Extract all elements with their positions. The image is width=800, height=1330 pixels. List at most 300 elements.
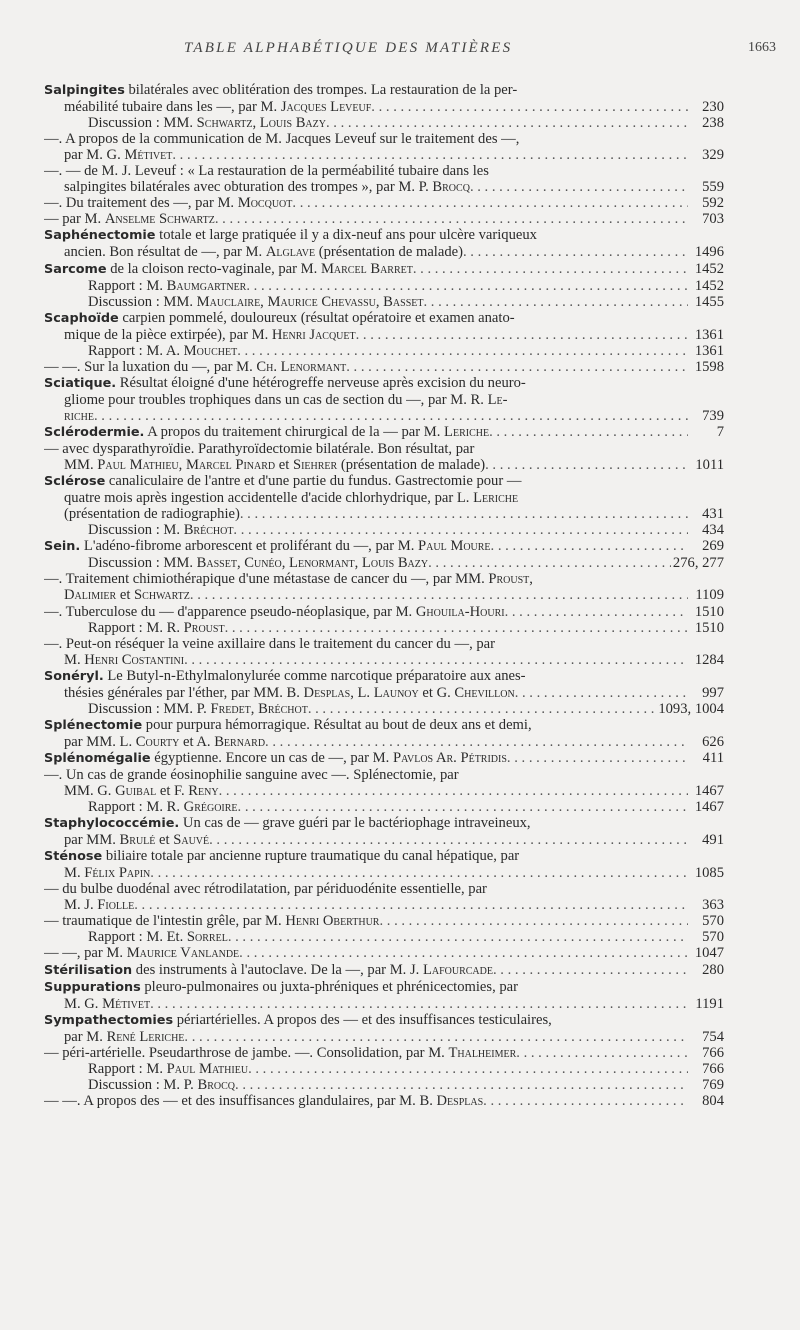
page-reference: 1496: [694, 244, 724, 261]
index-line: [44, 587, 724, 603]
page-reference: 1510: [694, 619, 724, 636]
index-keyword: Sympathectomies: [44, 1012, 174, 1028]
leader-dots: [516, 1045, 688, 1061]
page-reference: 570: [702, 929, 724, 946]
author-name: Desplas: [436, 1092, 484, 1109]
leader-dots: [515, 685, 688, 701]
index-line-text: [64, 783, 219, 799]
author-name: Paul Mathieu: [166, 1060, 249, 1077]
index-line-text: [44, 571, 533, 587]
index-line-text: [64, 1029, 184, 1045]
index-line-text: [44, 750, 507, 767]
index-text: Rapport : M.: [88, 277, 167, 294]
author-name: Leriche: [444, 423, 490, 440]
page-reference: 434: [702, 522, 724, 539]
index-line-text: [44, 962, 493, 979]
index-keyword: Sclérose: [44, 474, 106, 490]
index-text: — par M.: [44, 211, 105, 228]
author-name: Henri Oberthur: [285, 913, 380, 930]
leader-dots: [371, 99, 688, 115]
index-line: [44, 115, 724, 131]
leader-dots: [238, 799, 688, 815]
author-name: Maurice Vanlande: [126, 945, 240, 962]
index-line: [44, 783, 724, 799]
page-reference: 411: [702, 749, 724, 766]
leader-dots: [239, 945, 688, 961]
index-line-text: [44, 424, 489, 441]
author-name: Henri Costantini: [84, 651, 185, 668]
index-line-text: [88, 294, 423, 310]
leader-dots: [150, 865, 688, 881]
index-text: Rapport : M. Et.: [88, 929, 187, 946]
index-line-text: [44, 211, 215, 227]
leader-dots: [219, 783, 688, 799]
leader-dots: [265, 734, 688, 750]
index-text: totale et large pratiquée il y a dix-neuf ans pour ulcère variqueux: [155, 227, 537, 244]
index-line: [44, 327, 724, 343]
index-text: — —. A propos des — et des insuffisances glandulaires, par M. B.: [44, 1092, 437, 1109]
author-name: Guibal: [115, 783, 157, 800]
index-text: (présentation de malade): [315, 244, 463, 261]
index-text: Discussion : MM. P.: [88, 700, 211, 717]
page-reference: 1085: [694, 865, 724, 882]
index-line-text: [64, 652, 184, 668]
leader-dots: [190, 587, 688, 603]
page-reference: 491: [702, 832, 724, 849]
index-line-text: [44, 473, 521, 489]
page-reference: 1598: [694, 358, 724, 375]
index-line-text: [44, 767, 459, 783]
index-line: [44, 865, 724, 881]
index-text: canaliculaire de l'antre et d'une partie du fundus. Gastrectomie pour —: [105, 473, 522, 490]
index-line-text: [64, 506, 240, 522]
author-name: Bréchot: [183, 522, 234, 539]
index-line: [44, 996, 724, 1012]
page-reference: 1467: [694, 783, 724, 800]
index-line: [44, 881, 724, 897]
author-name: Schwartz, Louis Bazy: [196, 115, 326, 132]
author-name: René Leriche: [106, 1028, 185, 1045]
index-line: [44, 99, 724, 115]
index-line: [44, 668, 724, 685]
index-line: [44, 1045, 724, 1061]
index-line-text: [64, 99, 371, 115]
index-line: [44, 538, 724, 555]
author-name: Baumgartner: [166, 277, 247, 294]
leader-dots: [184, 652, 688, 668]
index-text: par MM. L.: [64, 733, 136, 750]
index-text: M.: [64, 865, 85, 882]
index-line: [44, 1077, 724, 1093]
index-line-text: [44, 848, 519, 864]
index-line-text: [44, 913, 379, 929]
index-line: [44, 636, 724, 652]
index-keyword: Sonéryl.: [44, 668, 104, 684]
index-line-text: [44, 1093, 483, 1109]
index-line-text: [44, 375, 526, 391]
index-text: pleuro-pulmonaires ou juxta-phréniques et phrénicectomies, par: [140, 978, 519, 995]
index-line: [44, 929, 724, 945]
index-line-text: [88, 1077, 235, 1093]
author-name: Schwartz: [134, 587, 190, 604]
index-text: —. Du traitement des —, par M.: [44, 195, 238, 212]
page-reference: 766: [702, 1044, 724, 1061]
index-line-text: [64, 179, 470, 195]
index-text: et G.: [418, 684, 455, 701]
author-name: Mauclaire, Maurice Chevassu, Basset: [196, 293, 424, 310]
index-text: —. A propos de la communication de M. Jacques Leveuf sur le traitement des —,: [44, 131, 520, 148]
index-line: [44, 392, 724, 408]
leader-dots: [505, 604, 688, 620]
index-line-text: [44, 538, 491, 555]
index-line: [44, 701, 724, 717]
index-line: [44, 815, 724, 832]
index-keyword: Salpingites: [44, 83, 125, 98]
page-reference: 1011: [695, 457, 724, 474]
index-line: [44, 457, 724, 473]
leader-dots: [225, 620, 688, 636]
leader-dots: [134, 897, 688, 913]
index-line: [44, 555, 724, 571]
index-line-text: [64, 897, 134, 913]
page-reference: 559: [702, 179, 724, 196]
index-text: — péri-artérielle. Pseudarthrose de jambe. —. Consolidation, par M.: [44, 1044, 449, 1061]
leader-dots: [233, 522, 688, 538]
page-reference: 230: [702, 99, 724, 116]
index-line: [44, 767, 724, 783]
index-text: Rapport : M. R.: [88, 619, 184, 636]
index-text: —. Peut-on réséquer la veine axillaire dans le traitement du cancer du —, par: [44, 635, 496, 652]
leader-dots: [246, 278, 688, 294]
index-entries: [44, 82, 724, 1109]
page-reference: 1361: [694, 342, 724, 359]
index-text: salpingites bilatérales avec obturation des trompes », par M. P.: [64, 179, 433, 196]
index-keyword: Saphénectomie: [44, 228, 156, 244]
index-line: [44, 131, 724, 147]
page-reference: 997: [702, 684, 724, 701]
author-name: Sauvé: [173, 832, 210, 849]
index-line: [44, 244, 724, 260]
leader-dots: [489, 424, 688, 440]
index-text: , L.: [350, 684, 374, 701]
index-line: [44, 147, 724, 163]
index-line-text: [64, 490, 518, 506]
leader-dots: [428, 555, 671, 571]
index-line-text: [64, 327, 356, 343]
index-text: Le Butyl-n-Ethylmalonylurée comme narcotique préparatoire aux anes-: [103, 667, 526, 684]
index-line-text: [64, 457, 485, 473]
author-name: Courty: [135, 733, 180, 750]
index-line-text: [44, 441, 474, 457]
leader-dots: [483, 1093, 688, 1109]
author-name: Dalimier: [64, 587, 117, 604]
leader-dots: [326, 115, 688, 131]
index-line-text: [44, 945, 239, 961]
page-reference: 276, 277: [672, 555, 724, 572]
index-line-text: [88, 1061, 248, 1077]
leader-dots: [423, 294, 688, 310]
index-text: et: [155, 832, 174, 849]
author-name: Mouchet: [183, 342, 238, 359]
index-line: [44, 195, 724, 211]
index-line: [44, 620, 724, 636]
index-text: (présentation de radiographie): [64, 506, 240, 523]
index-line-text: [44, 82, 517, 98]
index-line-text: [88, 701, 308, 717]
author-name: Félix Papin: [84, 865, 151, 882]
index-line: [44, 211, 724, 227]
author-name: Sorrel: [186, 929, 228, 946]
leader-dots: [346, 359, 688, 375]
page-reference: 739: [702, 407, 724, 424]
page-reference: 1452: [694, 277, 724, 294]
index-line: [44, 604, 724, 620]
index-text: —. Un cas de grande éosinophilie sanguine avec —. Splénectomie, par: [44, 766, 459, 783]
index-line-text: [88, 929, 228, 945]
leader-dots: [493, 962, 688, 978]
index-text: —. Tuberculose du — d'apparence pseudo-néoplasique, par M.: [44, 603, 416, 620]
author-name: Pavlos Ar. Pétridis: [392, 749, 507, 766]
index-line: [44, 343, 724, 359]
index-text: Discussion : MM.: [88, 115, 197, 132]
index-line-text: [44, 227, 537, 243]
leader-dots: [507, 750, 688, 766]
index-line: [44, 1093, 724, 1109]
index-line: [44, 652, 724, 668]
author-name: Mocquot: [237, 195, 293, 212]
leader-dots: [491, 538, 688, 554]
index-line: [44, 506, 724, 522]
index-keyword: Sclérodermie.: [44, 424, 145, 440]
page-reference: 1510: [694, 603, 724, 620]
author-name: Paul Mathieu, Marcel Pinard: [97, 457, 276, 474]
index-text: Discussion : M. P.: [88, 1076, 198, 1093]
index-line-text: [44, 261, 413, 278]
index-line: [44, 261, 724, 278]
running-title: TABLE ALPHABÉTIQUE DES MATIÈRES: [184, 40, 513, 56]
index-line-text: [64, 996, 150, 1012]
index-line-text: [44, 979, 518, 995]
index-line: [44, 962, 724, 979]
index-text: égyptienne. Encore un cas de —, par M.: [150, 749, 393, 766]
index-line-text: [44, 881, 487, 897]
running-header: [44, 36, 776, 62]
index-line-text: [88, 278, 246, 294]
page-reference: 766: [702, 1060, 724, 1077]
index-text: — —, par M.: [44, 945, 127, 962]
index-line: [44, 945, 724, 961]
index-line: [44, 750, 724, 767]
index-line: [44, 897, 724, 913]
author-name: Brocq: [432, 179, 470, 196]
leader-dots: [470, 179, 688, 195]
index-text: A propos du traitement chirurgical de la — par M.: [144, 423, 445, 440]
index-line-text: [44, 195, 292, 211]
index-line-text: [88, 522, 233, 538]
leader-dots: [94, 408, 688, 424]
author-name: Ch. Lenormant: [256, 358, 347, 375]
index-line-text: [64, 685, 515, 701]
author-name: Proust,: [488, 571, 533, 588]
index-line: [44, 848, 724, 865]
leader-dots: [292, 195, 688, 211]
index-line-text: [44, 310, 515, 326]
page-reference: 363: [702, 897, 724, 914]
index-text: L'adéno-fibrome arborescent et proliférant du —, par M.: [80, 538, 419, 555]
index-line-text: [64, 392, 507, 408]
index-line: [44, 294, 724, 310]
index-text: —. Traitement chimiothérapique d'une métastase de cancer du —, par MM.: [44, 571, 489, 588]
page-reference: 1455: [694, 293, 724, 310]
index-keyword: Sciatique.: [44, 375, 117, 391]
index-line: [44, 441, 724, 457]
index-line-text: [88, 115, 326, 131]
index-line-text: [44, 163, 489, 179]
author-name: Brocq: [197, 1076, 236, 1093]
index-text: périartérielles. A propos des — et des insuffisances testiculaires,: [173, 1011, 552, 1028]
index-text: Discussion : MM.: [88, 555, 197, 572]
index-line: [44, 179, 724, 195]
page-reference: 269: [702, 538, 724, 555]
index-line-text: [64, 147, 172, 163]
index-line-text: [64, 408, 94, 424]
page-reference: 703: [702, 211, 724, 228]
index-text: Un cas de — grave guéri par le bactériophage intraveineux,: [179, 815, 531, 832]
author-name: Thalheimer: [448, 1044, 517, 1061]
leader-dots: [356, 327, 688, 343]
index-text: thésies générales par l'éther, par MM. B.: [64, 684, 304, 701]
author-name: Basset, Cunéo, Lenormant, Louis Bazy: [196, 555, 429, 572]
page-reference: 280: [702, 961, 724, 978]
author-name: riche: [64, 407, 94, 424]
index-text: par MM.: [64, 832, 120, 849]
leader-dots: [150, 996, 688, 1012]
index-line: [44, 913, 724, 929]
leader-dots: [248, 1061, 688, 1077]
page-reference: 754: [702, 1028, 724, 1045]
index-line: [44, 832, 724, 848]
index-line-text: [88, 555, 428, 571]
page-reference: 1109: [695, 587, 724, 604]
index-line: [44, 375, 724, 392]
leader-dots: [215, 211, 688, 227]
author-name: Brulé: [119, 832, 156, 849]
index-line-text: [64, 244, 463, 260]
index-line-text: [44, 1045, 516, 1061]
author-name: Proust: [183, 619, 225, 636]
leader-dots: [463, 244, 688, 260]
index-text: — —. Sur la luxation du —, par M.: [44, 358, 257, 375]
page-reference: 1047: [694, 945, 724, 962]
author-name: Grégoire: [183, 799, 238, 816]
index-line-text: [44, 717, 532, 733]
index-line-text: [64, 587, 190, 603]
author-name: Leriche: [473, 490, 519, 507]
index-line: [44, 1029, 724, 1045]
author-name: Fredet, Bréchot: [210, 700, 308, 717]
page-reference: 1452: [694, 260, 724, 277]
page-reference: 769: [702, 1076, 724, 1093]
index-line-text: [44, 636, 495, 652]
index-line-text: [44, 604, 505, 620]
page-reference: 626: [702, 733, 724, 750]
page-reference: 1361: [694, 326, 724, 343]
index-line-text: [44, 131, 519, 147]
author-name: Desplas: [303, 684, 351, 701]
index-line: [44, 522, 724, 538]
index-line-text: [64, 865, 150, 881]
index-text: MM.: [64, 457, 98, 474]
index-text: M. J.: [64, 897, 98, 914]
author-name: Anselme Schwartz: [104, 211, 215, 228]
index-line-text: [88, 620, 225, 636]
page-reference: 329: [702, 147, 724, 164]
index-text: carpien pommelé, douloureux (résultat opératoire et examen anato-: [118, 309, 515, 326]
leader-dots: [308, 701, 657, 717]
index-text: Rapport : M. A.: [88, 342, 184, 359]
index-line-text: [44, 668, 526, 684]
leader-dots: [209, 832, 688, 848]
index-text: gliome pour troubles trophiques dans un cas de section du —, par M. R.: [64, 391, 488, 408]
author-name: Alglave: [265, 244, 316, 261]
index-text: pour purpura hémorragique. Résultat au bout de deux ans et demi,: [142, 716, 532, 733]
index-text: et F.: [156, 783, 189, 800]
index-line-text: [64, 832, 209, 848]
index-keyword: Scaphoïde: [44, 310, 119, 326]
index-line: [44, 227, 724, 244]
leader-dots: [237, 343, 688, 359]
index-line: [44, 490, 724, 506]
index-keyword: Splénomégalie: [44, 750, 151, 766]
author-name: Chevillon: [454, 684, 515, 701]
index-text: mique de la pièce extirpée), par M.: [64, 326, 272, 343]
author-name: Métivet: [102, 995, 151, 1012]
page-reference: 570: [702, 913, 724, 930]
index-line: [44, 1061, 724, 1077]
page-reference: 431: [702, 506, 724, 523]
leader-dots: [379, 913, 688, 929]
index-text: M.: [64, 651, 85, 668]
index-line-text: [88, 343, 237, 359]
author-name: Launoy: [373, 684, 419, 701]
author-name: Paul Moure: [418, 538, 491, 555]
index-line: [44, 799, 724, 815]
index-text: MM. G.: [64, 783, 116, 800]
author-name: Jacques Leveuf: [280, 99, 372, 116]
index-text: — avec dysparathyroïdie. Parathyroïdectomie bilatérale. Bon résultat, par: [44, 441, 475, 458]
index-line: [44, 408, 724, 424]
index-line-text: [64, 734, 265, 750]
index-line: [44, 685, 724, 701]
index-keyword: Suppurations: [44, 979, 141, 995]
page-reference: 1191: [695, 995, 724, 1012]
index-text: par M. G.: [64, 147, 125, 164]
index-line-text: [88, 799, 238, 815]
index-text: des instruments à l'autoclave. De la —, par M. J.: [132, 961, 423, 978]
page-reference: 592: [702, 195, 724, 212]
index-text: biliaire totale par ancienne rupture traumatique du canal hépatique, par: [102, 848, 520, 865]
page-number: 1663: [748, 40, 776, 55]
author-name: Le-: [487, 391, 508, 408]
index-line: [44, 1012, 724, 1029]
index-keyword: Sarcome: [44, 261, 107, 277]
index-line: [44, 571, 724, 587]
index-keyword: Splénectomie: [44, 717, 143, 733]
leader-dots: [485, 457, 688, 473]
index-keyword: Stérilisation: [44, 962, 133, 978]
index-line: [44, 734, 724, 750]
index-keyword: Staphylococcémie.: [44, 816, 180, 832]
